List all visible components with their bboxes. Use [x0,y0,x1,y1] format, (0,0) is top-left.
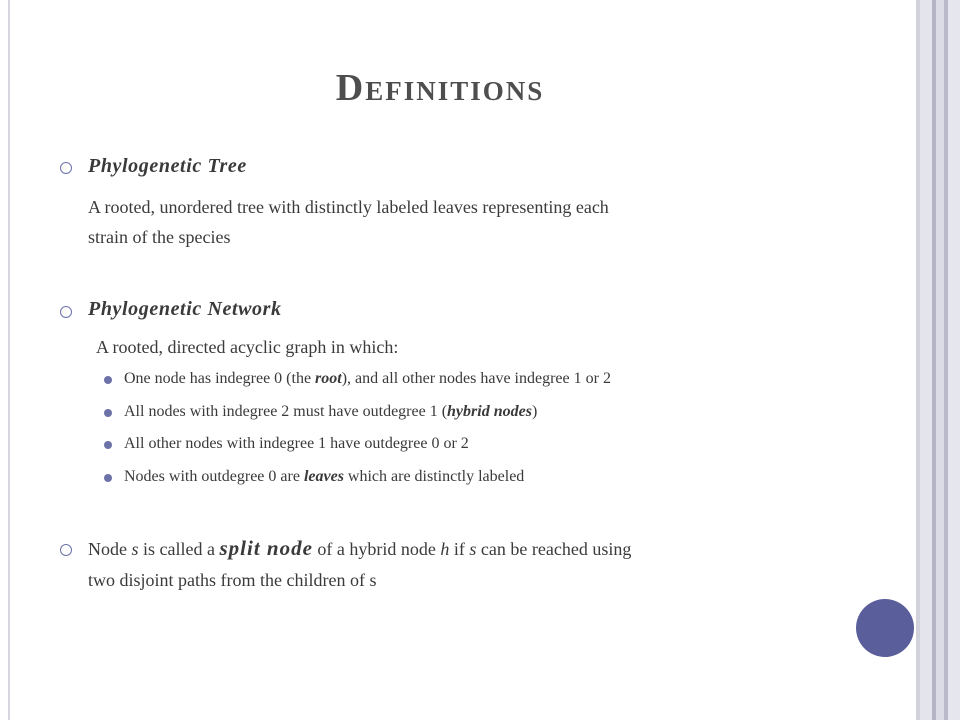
split-node-definition-line2: two disjoint paths from the children of s [88,570,377,590]
tree-definition-line2: strain of the species [88,227,231,247]
network-item: One node has indegree 0 (the root), and all other nodes have indegree 1 or 2 [124,370,611,387]
bullet-icon [60,306,72,318]
network-intro: A rooted, directed acyclic graph in which: [96,337,399,357]
network-heading: Phylogenetic Network [88,298,282,320]
slide-title: Definitions [335,67,545,109]
bullet-icon [60,544,72,556]
split-node-definition-line1: Node s is called a split node of a hybrid node h if s can be reached using [88,536,632,560]
right-stripe [920,0,932,720]
tree-heading: Phylogenetic Tree [88,155,247,177]
sub-bullet-icon [104,441,112,449]
right-stripe [948,0,960,720]
sub-bullet-icon [104,474,112,482]
network-item: All nodes with indegree 2 must have outdegree 1 (hybrid nodes) [124,403,538,420]
bullet-icon [60,162,72,174]
sub-bullet-icon [104,376,112,384]
network-item: All other nodes with indegree 1 have outdegree 0 or 2 [124,435,469,452]
tree-definition-line1: A rooted, unordered tree with distinctly labeled leaves representing each [88,197,609,217]
decorative-circle [856,599,914,657]
right-stripe [936,0,944,720]
network-item: Nodes with outdegree 0 are leaves which are distinctly labeled [124,468,525,485]
sub-bullet-icon [104,409,112,417]
